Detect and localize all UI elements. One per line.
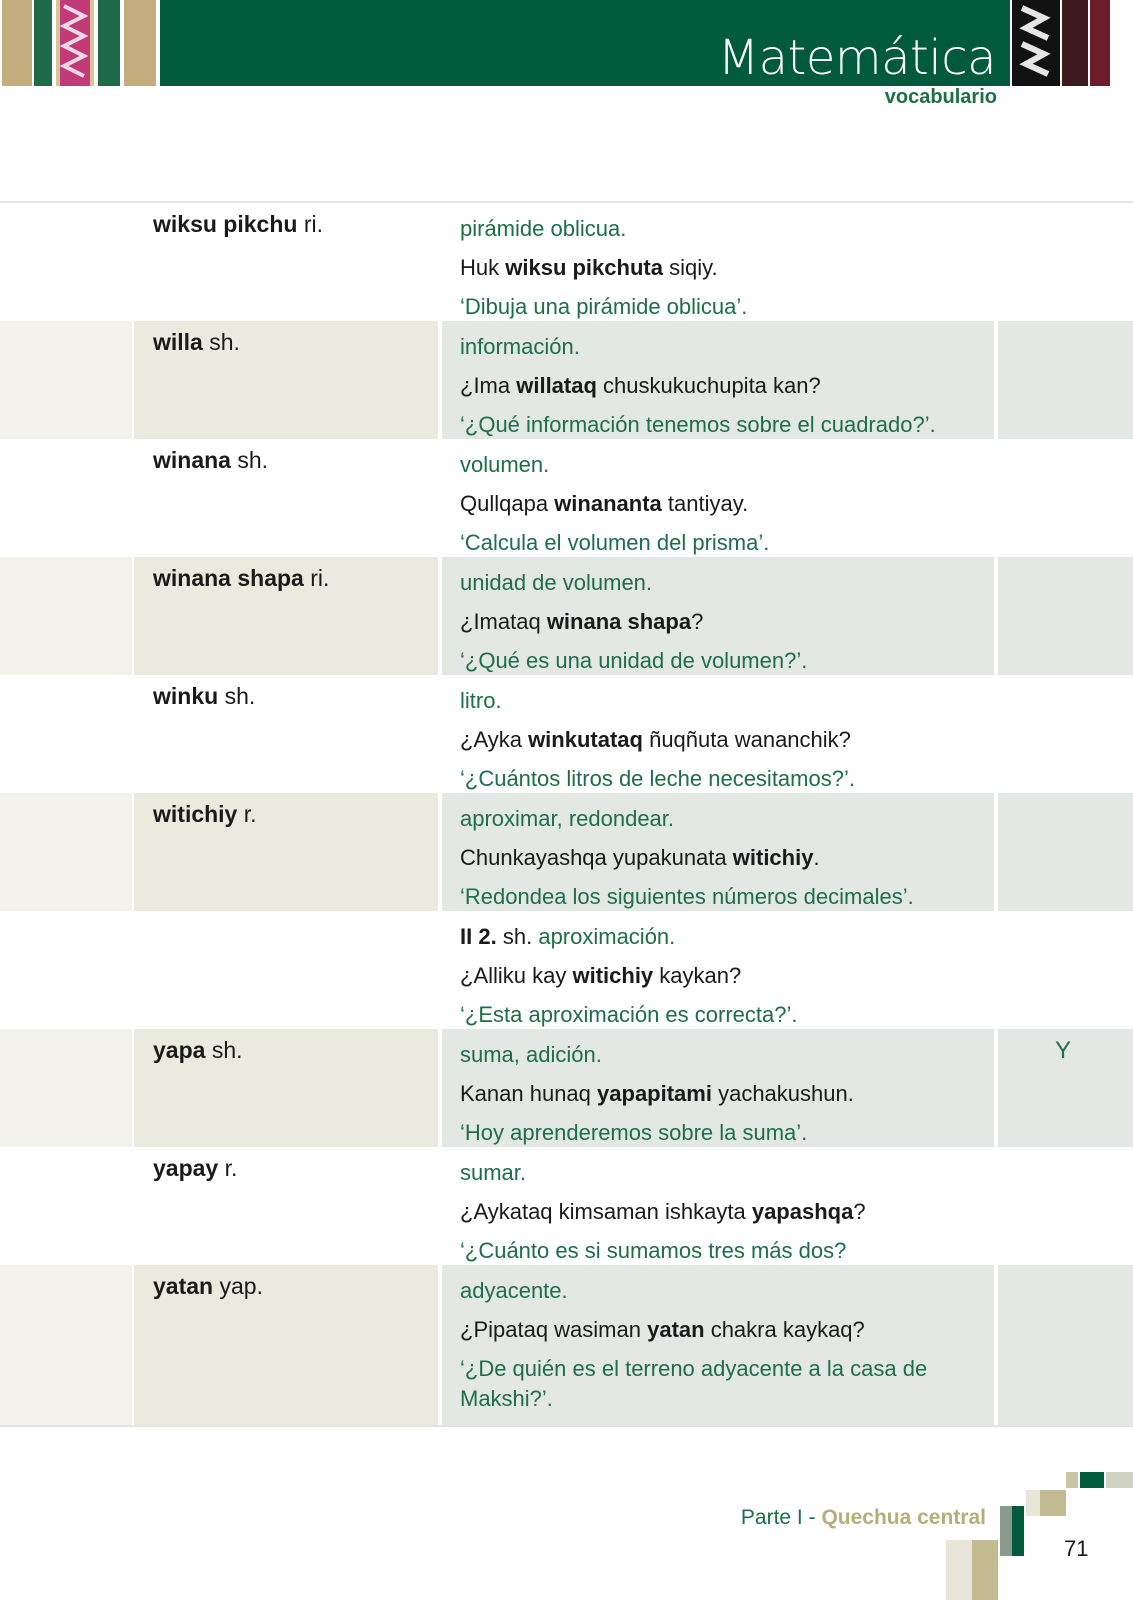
entry-translation: ‘Hoy aprenderemos sobre la suma’. xyxy=(460,1120,808,1145)
entry-translation: ‘Dibuja una pirámide oblicua’. xyxy=(460,294,748,319)
glossary-row xyxy=(0,1147,1133,1265)
knot-pattern-icon xyxy=(1012,0,1060,86)
header-stripe xyxy=(98,0,120,86)
entry-example: ¿Imataq winana shapa? xyxy=(460,609,704,634)
glossary-row xyxy=(0,439,1133,557)
entry-definition: litro. xyxy=(460,688,502,713)
entry-definition: pirámide oblicua. xyxy=(460,216,627,241)
entry-definition: sumar. xyxy=(460,1160,527,1185)
entry-definition: unidad de volumen. xyxy=(460,570,653,595)
entry-term: yatan yap. xyxy=(153,1273,263,1299)
entry-sense: II 2. sh. aproximación. xyxy=(460,924,676,949)
header-stripe xyxy=(2,0,32,86)
footer-part-label: Parte I - Quechua central xyxy=(740,1506,986,1529)
glossary-table xyxy=(0,201,1133,1427)
glossary-row xyxy=(0,1265,1133,1425)
header-stripe xyxy=(124,0,156,86)
entry-example: ¿Ayka winkutataq ñuqñuta wananchik? xyxy=(460,727,851,752)
glossary-row xyxy=(0,321,1133,439)
entry-example: ¿Alliku kay witichiy kaykan? xyxy=(460,963,742,988)
entry-translation: ‘Redondea los siguientes números decimales’. xyxy=(460,884,914,909)
entry-translation: ‘¿Cuántos litros de leche necesitamos?’. xyxy=(460,766,855,791)
glossary-row xyxy=(0,203,1133,321)
header-stripe xyxy=(34,0,52,86)
glossary-row xyxy=(0,911,1133,1029)
entry-translation: ‘¿De quién es el terreno adyacente a la casa de Makshi?’. xyxy=(460,1356,928,1411)
entry-definition: volumen. xyxy=(460,452,550,477)
entry-example: ¿Ima willataq chuskukuchupita kan? xyxy=(460,373,821,398)
entry-example: Qullqapa winananta tantiyay. xyxy=(460,491,749,516)
glossary-row xyxy=(0,675,1133,793)
entry-translation: ‘Calcula el volumen del prisma’. xyxy=(460,530,770,555)
entry-definition: adyacente. xyxy=(460,1278,568,1303)
entry-term: yapay r. xyxy=(153,1155,238,1181)
section-label: vocabulario xyxy=(884,86,997,108)
subject-title: Matemática xyxy=(717,30,996,86)
entry-example: Kanan hunaq yapapitami yachakushun. xyxy=(460,1081,854,1106)
entry-term: winana sh. xyxy=(153,447,269,473)
entry-term: witichiy r. xyxy=(153,801,257,827)
entry-term: winku sh. xyxy=(153,683,256,709)
entry-definition: aproximar, redondear. xyxy=(460,806,675,831)
entry-example: ¿Aykataq kimsaman ishkayta yapashqa? xyxy=(460,1199,866,1224)
entry-translation: ‘¿Esta aproximación es correcta?’. xyxy=(460,1002,798,1027)
entry-translation: ‘¿Cuánto es si sumamos tres más dos? xyxy=(460,1238,847,1263)
page-number: 71 xyxy=(1064,1536,1089,1561)
page-header xyxy=(0,0,1133,86)
glossary-row xyxy=(0,1029,1133,1147)
entry-term: wiksu pikchu ri. xyxy=(153,211,323,237)
entry-term: willa sh. xyxy=(153,329,240,355)
entry-example: Huk wiksu pikchuta siqiy. xyxy=(460,255,718,280)
glossary-row xyxy=(0,793,1133,911)
entry-translation: ‘¿Qué información tenemos sobre el cuadrado?’. xyxy=(460,412,936,437)
entry-definition: información. xyxy=(460,334,580,359)
entry-definition: suma, adición. xyxy=(460,1042,602,1067)
entry-example: Chunkayashqa yupakunata witichiy. xyxy=(460,845,820,870)
header-pattern-stripe xyxy=(56,0,94,86)
header-stripe xyxy=(1062,0,1088,86)
alphabet-letter: Y xyxy=(1055,1037,1072,1064)
entry-term: yapa sh. xyxy=(153,1037,243,1063)
entry-example: ¿Pipataq wasiman yatan chakra kaykaq? xyxy=(460,1317,865,1342)
glossary-row xyxy=(0,557,1133,675)
header-stripe xyxy=(1090,0,1110,86)
zigzag-pattern-icon xyxy=(56,0,94,86)
entry-term: winana shapa ri. xyxy=(153,565,330,591)
entry-translation: ‘¿Qué es una unidad de volumen?’. xyxy=(460,648,808,673)
